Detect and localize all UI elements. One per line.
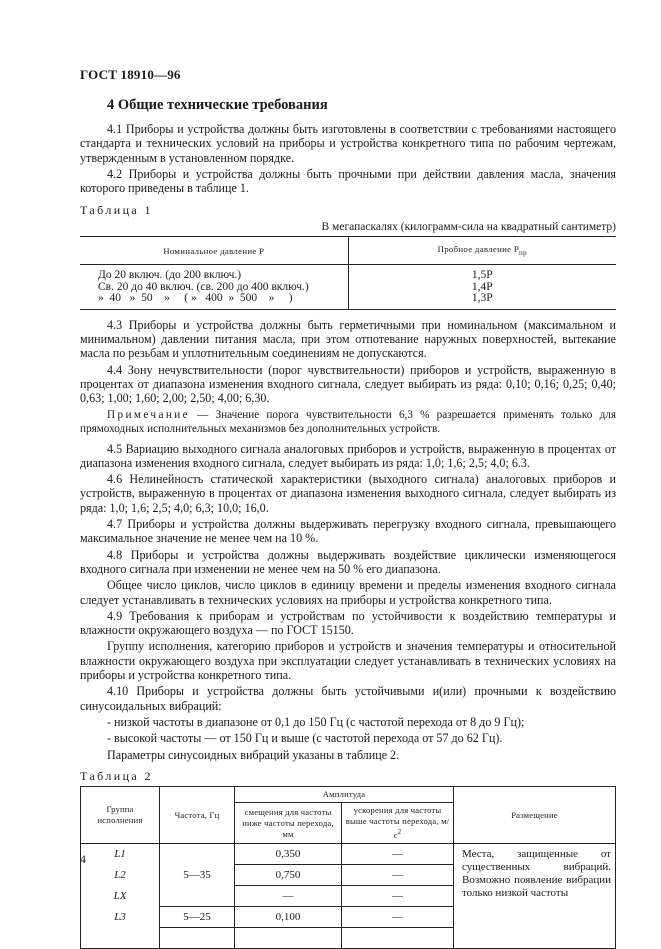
table2-empty-cell <box>81 927 160 948</box>
table1-units: В мегапаскалях (килограмм-сила на квадратный сантиметр) <box>321 220 616 233</box>
table2-place: Места, защищенные от существенных вибраций. Возможно появление вибрации только низкой частоты <box>454 843 616 948</box>
table-2 <box>80 786 616 949</box>
table2-header-place: Размещение <box>454 787 616 844</box>
table-1 <box>80 236 616 310</box>
table-row <box>80 265 616 310</box>
table-row <box>81 843 616 864</box>
table1-nominal-2: Св. 20 до 40 включ. (св. 200 до 400 включ.) <box>98 280 309 293</box>
table2-disp-l2: 0,750 <box>235 864 342 885</box>
table2-header-freq: Частота, Гц <box>160 787 235 844</box>
section-title: 4 Общие технические требования <box>107 97 328 113</box>
table2-header-accel-sup: 2 <box>397 828 402 837</box>
table2-group-lx: LX <box>81 885 160 906</box>
list-item: - низкой частоты в диапазоне от 0,1 до 150 Гц (с частотой перехода от 8 до 9 Гц); <box>107 714 525 729</box>
paragraph-4-8b: Общее число циклов, число циклов в единицу времени и пределы изменения входного сигнала следует устанавливать в технических условиях на приборы и устройства конкретного типа. <box>80 578 616 607</box>
table1-test-1: 1,5P <box>471 269 493 282</box>
table2-disp-lx: — <box>235 885 342 906</box>
table1-header-test-sub: пр <box>519 248 527 257</box>
table1-caption: Таблица 1 <box>80 203 153 218</box>
table2-group-l1: L1 <box>81 843 160 864</box>
paragraph-4-3: 4.3 Приборы и устройства должны быть герметичными при номинальном (максимальном и минимальном) давлении питания масла, при этом отпотевание наружных поверхностей, вытекание масла по резьбам и уплотнительным соединениям не допускаются. <box>80 317 616 361</box>
list-item: - высокой частоты — от 150 Гц и выше (с частотой перехода от 57 до 62 Гц). <box>107 731 503 746</box>
table2-empty-cell <box>160 927 235 948</box>
paragraph-4-6: 4.6 Нелинейность статической характеристики (выходного сигнала) аналоговых приборов и устройств, выраженную в процентах от диапазона изменения выходного сигнала, следует выбирать из ряда: 1,0; 1,6; 2,5; 4,0; 6,3; 10,0; 16,0. <box>80 472 616 515</box>
table2-accel-l3: — <box>342 906 454 927</box>
table1-nominal-cell <box>80 265 348 310</box>
paragraph-4-10c: Параметры синусоидных вибраций указаны в таблице 2. <box>107 747 400 762</box>
table2-header-amplitude: Амплитуда <box>235 787 454 803</box>
table2-group-l2: L2 <box>81 864 160 885</box>
table1-test-3: 1,3P <box>471 292 493 305</box>
page-number: 4 <box>80 852 86 866</box>
table2-header-disp: смещения для частоты ниже частоты перехода, мм <box>235 803 342 844</box>
document-header: ГОСТ 18910—96 <box>80 67 181 82</box>
paragraph-4-5: 4.5 Вариацию выходного сигнала аналоговых приборов и устройств, выраженную в процентах от диапазона изменения входного сигнала, следует выбирать из ряда: 1,0; 1,6; 2,5; 4,0; 6.3. <box>80 441 616 470</box>
table2-empty-cell <box>342 927 454 948</box>
document-body <box>80 122 616 949</box>
paragraph-4-2: 4.2 Приборы и устройства должны быть прочными при действии давления масла, значения которого приведены в таблице 1. <box>80 166 616 196</box>
note-text: — Значение порога чувствительности 6,3 % разрешается применять только для прямоходных исполнительных механизмов без дополнительных устройств. <box>80 409 616 435</box>
paragraph-4-10: 4.10 Приборы и устройства должны быть устойчивыми и(или) прочными к воздействию синусоидальных вибраций: <box>80 684 616 713</box>
table1-test-2: 1,4P <box>471 280 493 293</box>
table2-freq-merged: 5—35 <box>160 843 235 906</box>
table1-header-nominal-label: Номинальное давление P <box>163 245 265 256</box>
table2-group-l3: L3 <box>81 906 160 927</box>
table2-caption: Таблица 2 <box>80 768 153 783</box>
table1-nominal-3: » 40 » 50 » ( » 400 » 500 » ) <box>98 292 293 305</box>
paragraph-4-9b: Группу исполнения, категорию приборов и устройств и значения температуры и относительной влажности окружающего воздуха при эксплуатации следует устанавливать в технических условиях на приборы и устройства конкретного типа. <box>80 639 616 683</box>
table2-header-accel-label: ускорения для частоты выше частоты перехода, м/с <box>345 805 450 840</box>
paragraph-4-8: 4.8 Приборы и устройства должны выдерживать воздействие циклически изменяющегося входного сигнала при изменении не менее чем на 50 % его диапазона. <box>80 547 616 576</box>
paragraph-4-1: 4.1 Приборы и устройства должны быть изготовлены в соответствии с требованиями настоящего стандарта и технических условий на приборы и устройства конкретного типа по рабочим чертежам, утвержденным в установленном порядке. <box>80 122 616 165</box>
table2-disp-l3: 0,100 <box>235 906 342 927</box>
table1-header-test-label: Пробное давление P <box>437 244 520 255</box>
note-label: Примечание <box>107 409 190 422</box>
table2-accel-lx: — <box>342 885 454 906</box>
table2-freq-l3: 5—25 <box>160 906 235 927</box>
table1-header-nominal <box>80 237 348 265</box>
table1-test-cell <box>348 265 616 310</box>
table2-empty-cell <box>235 927 342 948</box>
table2-header-group: Группа исполнения <box>81 787 160 844</box>
table1-header-test <box>348 237 616 265</box>
table2-accel-l2: — <box>342 864 454 885</box>
note <box>80 409 616 436</box>
paragraph-4-9: 4.9 Требования к приборам и устройствам по устойчивости к воздействию температуры и влажности окружающего воздуха — по ГОСТ 15150. <box>80 608 616 638</box>
table1-nominal-1: До 20 включ. (до 200 включ.) <box>98 269 242 282</box>
paragraph-4-7: 4.7 Приборы и устройства должны выдерживать перегрузку входного сигнала, превышающего максимальное значение не менее чем на 10 %. <box>80 517 616 546</box>
paragraph-4-4: 4.4 Зону нечувствительности (порог чувствительности) приборов и устройств, выраженную в процентах от диапазона изменения входного сигнала, следует выбирать из ряда: 0,10; 0,16; 0,25; 0,40; 0,63; 1,00; 1,60; 2,00; 2,50; 4,00; 6,30. <box>80 362 616 406</box>
table2-disp-l1: 0,350 <box>235 843 342 864</box>
table2-header-accel <box>342 803 454 844</box>
table2-accel-l1: — <box>342 843 454 864</box>
